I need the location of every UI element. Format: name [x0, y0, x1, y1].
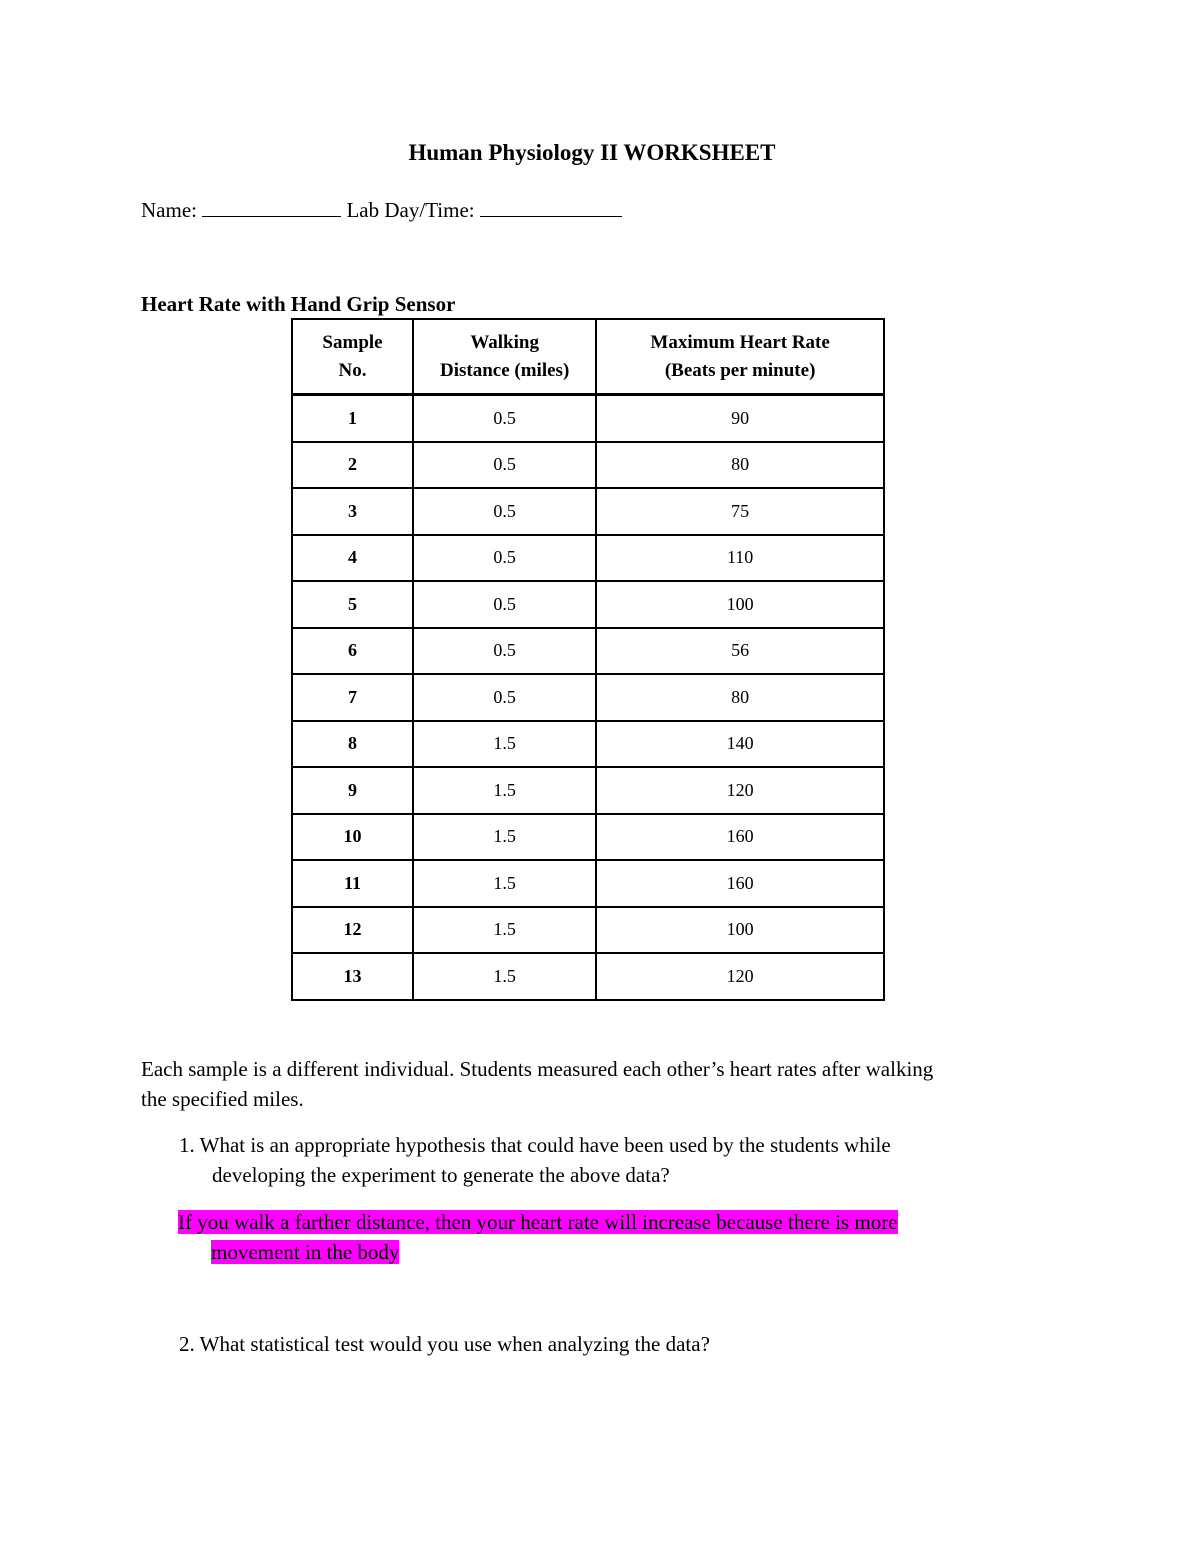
question-2: [179, 1329, 1039, 1359]
table-header-row: [292, 319, 884, 395]
name-field[interactable]: [202, 196, 341, 217]
page-title: Human Physiology II WORKSHEET: [408, 140, 776, 165]
table-row: [292, 395, 884, 442]
question-1-line1: 1. What is an appropriate hypothesis that could have been used by the students while: [179, 1133, 891, 1157]
labday-field[interactable]: [480, 196, 622, 217]
sample-number-cell: 12: [292, 907, 413, 954]
section-heading: Heart Rate with Hand Grip Sensor: [141, 292, 456, 316]
distance-cell: 0.5: [413, 395, 596, 442]
answer-1-line2: movement in the body: [211, 1240, 400, 1264]
header-sample-line1: Sample: [322, 331, 383, 353]
distance-cell: 1.5: [413, 767, 596, 814]
header-distance-line2: Distance (miles): [440, 359, 570, 381]
distance-cell: 1.5: [413, 860, 596, 907]
heart-rate-cell: 160: [596, 814, 884, 861]
table-row: [292, 442, 884, 489]
sample-number-cell: 6: [292, 628, 413, 675]
distance-cell: 0.5: [413, 488, 596, 535]
distance-cell: 1.5: [413, 814, 596, 861]
table-row: [292, 721, 884, 768]
heart-rate-table: [291, 318, 885, 1001]
table-row: [292, 535, 884, 582]
sample-number-cell: 13: [292, 953, 413, 1000]
distance-cell: 1.5: [413, 953, 596, 1000]
heart-rate-cell: 120: [596, 767, 884, 814]
distance-cell: 0.5: [413, 535, 596, 582]
name-label: Name:: [141, 198, 197, 222]
answer-1: [178, 1207, 1038, 1267]
header-hr-line2: (Beats per minute): [664, 359, 816, 381]
sample-number-cell: 10: [292, 814, 413, 861]
sample-number-cell: 5: [292, 581, 413, 628]
distance-cell: 0.5: [413, 442, 596, 489]
heart-rate-cell: 120: [596, 953, 884, 1000]
heart-rate-cell: 160: [596, 860, 884, 907]
header-distance-line1: Walking: [470, 331, 539, 353]
sample-number-cell: 2: [292, 442, 413, 489]
sample-number-cell: 3: [292, 488, 413, 535]
table-row: [292, 953, 884, 1000]
question-1: [179, 1130, 1039, 1190]
labday-label: Lab Day/Time:: [346, 198, 475, 222]
question-2-line1: 2. What statistical test would you use when analyzing the data?: [179, 1332, 710, 1356]
heart-rate-cell: 100: [596, 581, 884, 628]
heart-rate-cell: 90: [596, 395, 884, 442]
table-body: [292, 395, 884, 1000]
table-row: [292, 814, 884, 861]
distance-cell: 1.5: [413, 907, 596, 954]
distance-cell: 0.5: [413, 674, 596, 721]
table-row: [292, 674, 884, 721]
description-line1: Each sample is a different individual. Students measured each other’s heart rates after walking: [141, 1057, 934, 1081]
description-line2: the specified miles.: [141, 1087, 304, 1111]
heart-rate-cell: 56: [596, 628, 884, 675]
sample-number-cell: 8: [292, 721, 413, 768]
name-daytime-line: [141, 196, 622, 223]
header-sample-line2: No.: [338, 359, 367, 381]
sample-number-cell: 9: [292, 767, 413, 814]
sample-number-cell: 4: [292, 535, 413, 582]
table-row: [292, 860, 884, 907]
distance-cell: 1.5: [413, 721, 596, 768]
header-heart-rate: [596, 319, 884, 395]
header-distance: [413, 319, 596, 395]
description: [141, 1054, 1061, 1114]
header-sample: [292, 319, 413, 395]
heart-rate-cell: 140: [596, 721, 884, 768]
answer-1-line1: If you walk a farther distance, then your heart rate will increase because there is more: [178, 1210, 898, 1234]
distance-cell: 0.5: [413, 581, 596, 628]
heart-rate-cell: 100: [596, 907, 884, 954]
distance-cell: 0.5: [413, 628, 596, 675]
header-hr-line1: Maximum Heart Rate: [650, 331, 830, 353]
heart-rate-cell: 80: [596, 674, 884, 721]
table-row: [292, 628, 884, 675]
heart-rate-cell: 75: [596, 488, 884, 535]
table-row: [292, 767, 884, 814]
table-row: [292, 907, 884, 954]
table-row: [292, 581, 884, 628]
heart-rate-cell: 110: [596, 535, 884, 582]
sample-number-cell: 1: [292, 395, 413, 442]
table-row: [292, 488, 884, 535]
sample-number-cell: 7: [292, 674, 413, 721]
question-1-line2: developing the experiment to generate the above data?: [212, 1163, 670, 1187]
sample-number-cell: 11: [292, 860, 413, 907]
heart-rate-cell: 80: [596, 442, 884, 489]
